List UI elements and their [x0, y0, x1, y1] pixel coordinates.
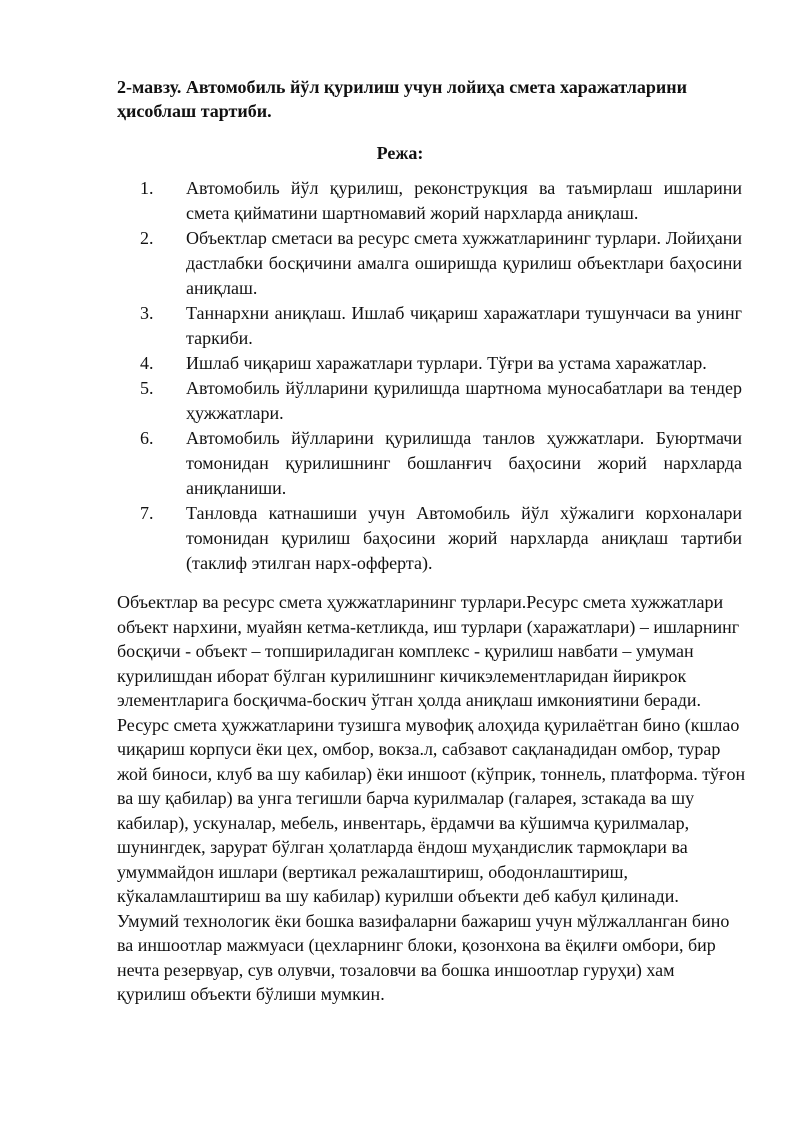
list-item-text: Таннархни аниқлаш. Ишлаб чиқариш харажатлари тушунчаси ва унинг таркиби. [186, 303, 742, 348]
list-item-text: Автомобиль йўл қурилиш, реконструкция ва таъмирлаш ишларини смета қийматини шартномавий жорий нархларда аниқлаш. [186, 178, 742, 223]
list-item [140, 301, 742, 351]
list-item [140, 501, 742, 576]
list-item [140, 351, 742, 376]
list-item-number: 1. [140, 178, 154, 198]
list-item-number: 7. [140, 503, 154, 523]
plan-list [140, 176, 742, 576]
plan-heading: Режа: [376, 143, 424, 163]
body-paragraph: Объектлар ва ресурс смета ҳужжатларининг турлари.Ресурс смета хужжатлари объект нархини, муайян кетма-кетликда, иш турлари (харажатлари) – ишларнинг босқичи - объект – топшириладиган комплекс - қурилиш навбати – умуман курилишдан иборат бўлган курилишнинг кичикэлементларидан йирикрок элементларига босқичма-боскич ўтган ҳолда аниқлаш имкониятини беради. Ресурс смета ҳужжатларини тузишга мувофиқ алоҳида қурилаётган бино (кшлао чиқариш корпуси ёки цех, омбор, вокза.л, сабзавот сақланадидан омбор, турар жой биноси, клуб ва шу кабилар) ёки иншоот (кўприк, тоннель, платформа. тўғон ва шу қабилар) ва унга тегишли барча курилмалар (галарея, зстакада ва шу кабилар), ускуналар, мебель, инвентарь, ёрдамчи ва кўшимча қурилмалар, шунингдек, зарурат бўлган ҳолатларда ёндош муҳандислик тармоқлари ва умуммайдон ишлари (вертикал режалаштириш, ободонлаштириш, кўкаламлаштириш ва шу кабилар) курилши объекти деб кабул қилинади. [117, 592, 746, 906]
list-item-number: 4. [140, 353, 154, 373]
body-paragraph: Умумий технологик ёки бошка вазифаларни бажариш учун мўлжалланган бино ва иншоотлар мажмуаси (цехларнинг блоки, қозонхона ва ёқилғи омбори, бир нечта резервуар, сув олувчи, тозаловчи ва бошка иншоотлар гуруҳи) хам қурилиш объекти бўлиши мумкин. [117, 910, 730, 1004]
list-item-text: Объектлар сметаси ва ресурс смета хужжатларининг турлари. Лойиҳани дастлабки босқичини амалга оширишда қурилиш объектлари баҳосини аниқлаш. [186, 228, 742, 298]
list-item-number: 2. [140, 228, 154, 248]
list-item [140, 426, 742, 501]
list-item-number: 6. [140, 428, 154, 448]
list-item-number: 3. [140, 303, 154, 323]
page-title: 2-мавзу. Автомобиль йўл қурилиш учун лойиҳа смета харажатларини ҳисоблаш тартиби. [117, 77, 687, 121]
list-item-text: Ишлаб чиқариш харажатлари турлари. Тўғри ва устама харажатлар. [186, 353, 707, 373]
list-item-text: Автомобиль йўлларини қурилишда шартнома муносабатлари ва тендер ҳужжатлари. [186, 378, 742, 423]
list-item [140, 176, 742, 226]
body-text [117, 590, 747, 1007]
list-item-text: Автомобиль йўлларини қурилишда танлов ҳужжатлари. Буюртмачи томонидан қурилишнинг бошланғич баҳосини жорий нархларда аниқланиши. [186, 428, 742, 498]
list-item-number: 5. [140, 378, 154, 398]
list-item [140, 376, 742, 426]
list-item-text: Танловда катнашиши учун Автомобиль йўл хўжалиги корхоналари томонидан қурилиш баҳосини жорий нархларда аниқлаш тартиби (таклиф этилган нарх-офферта). [186, 503, 742, 573]
list-item [140, 226, 742, 301]
